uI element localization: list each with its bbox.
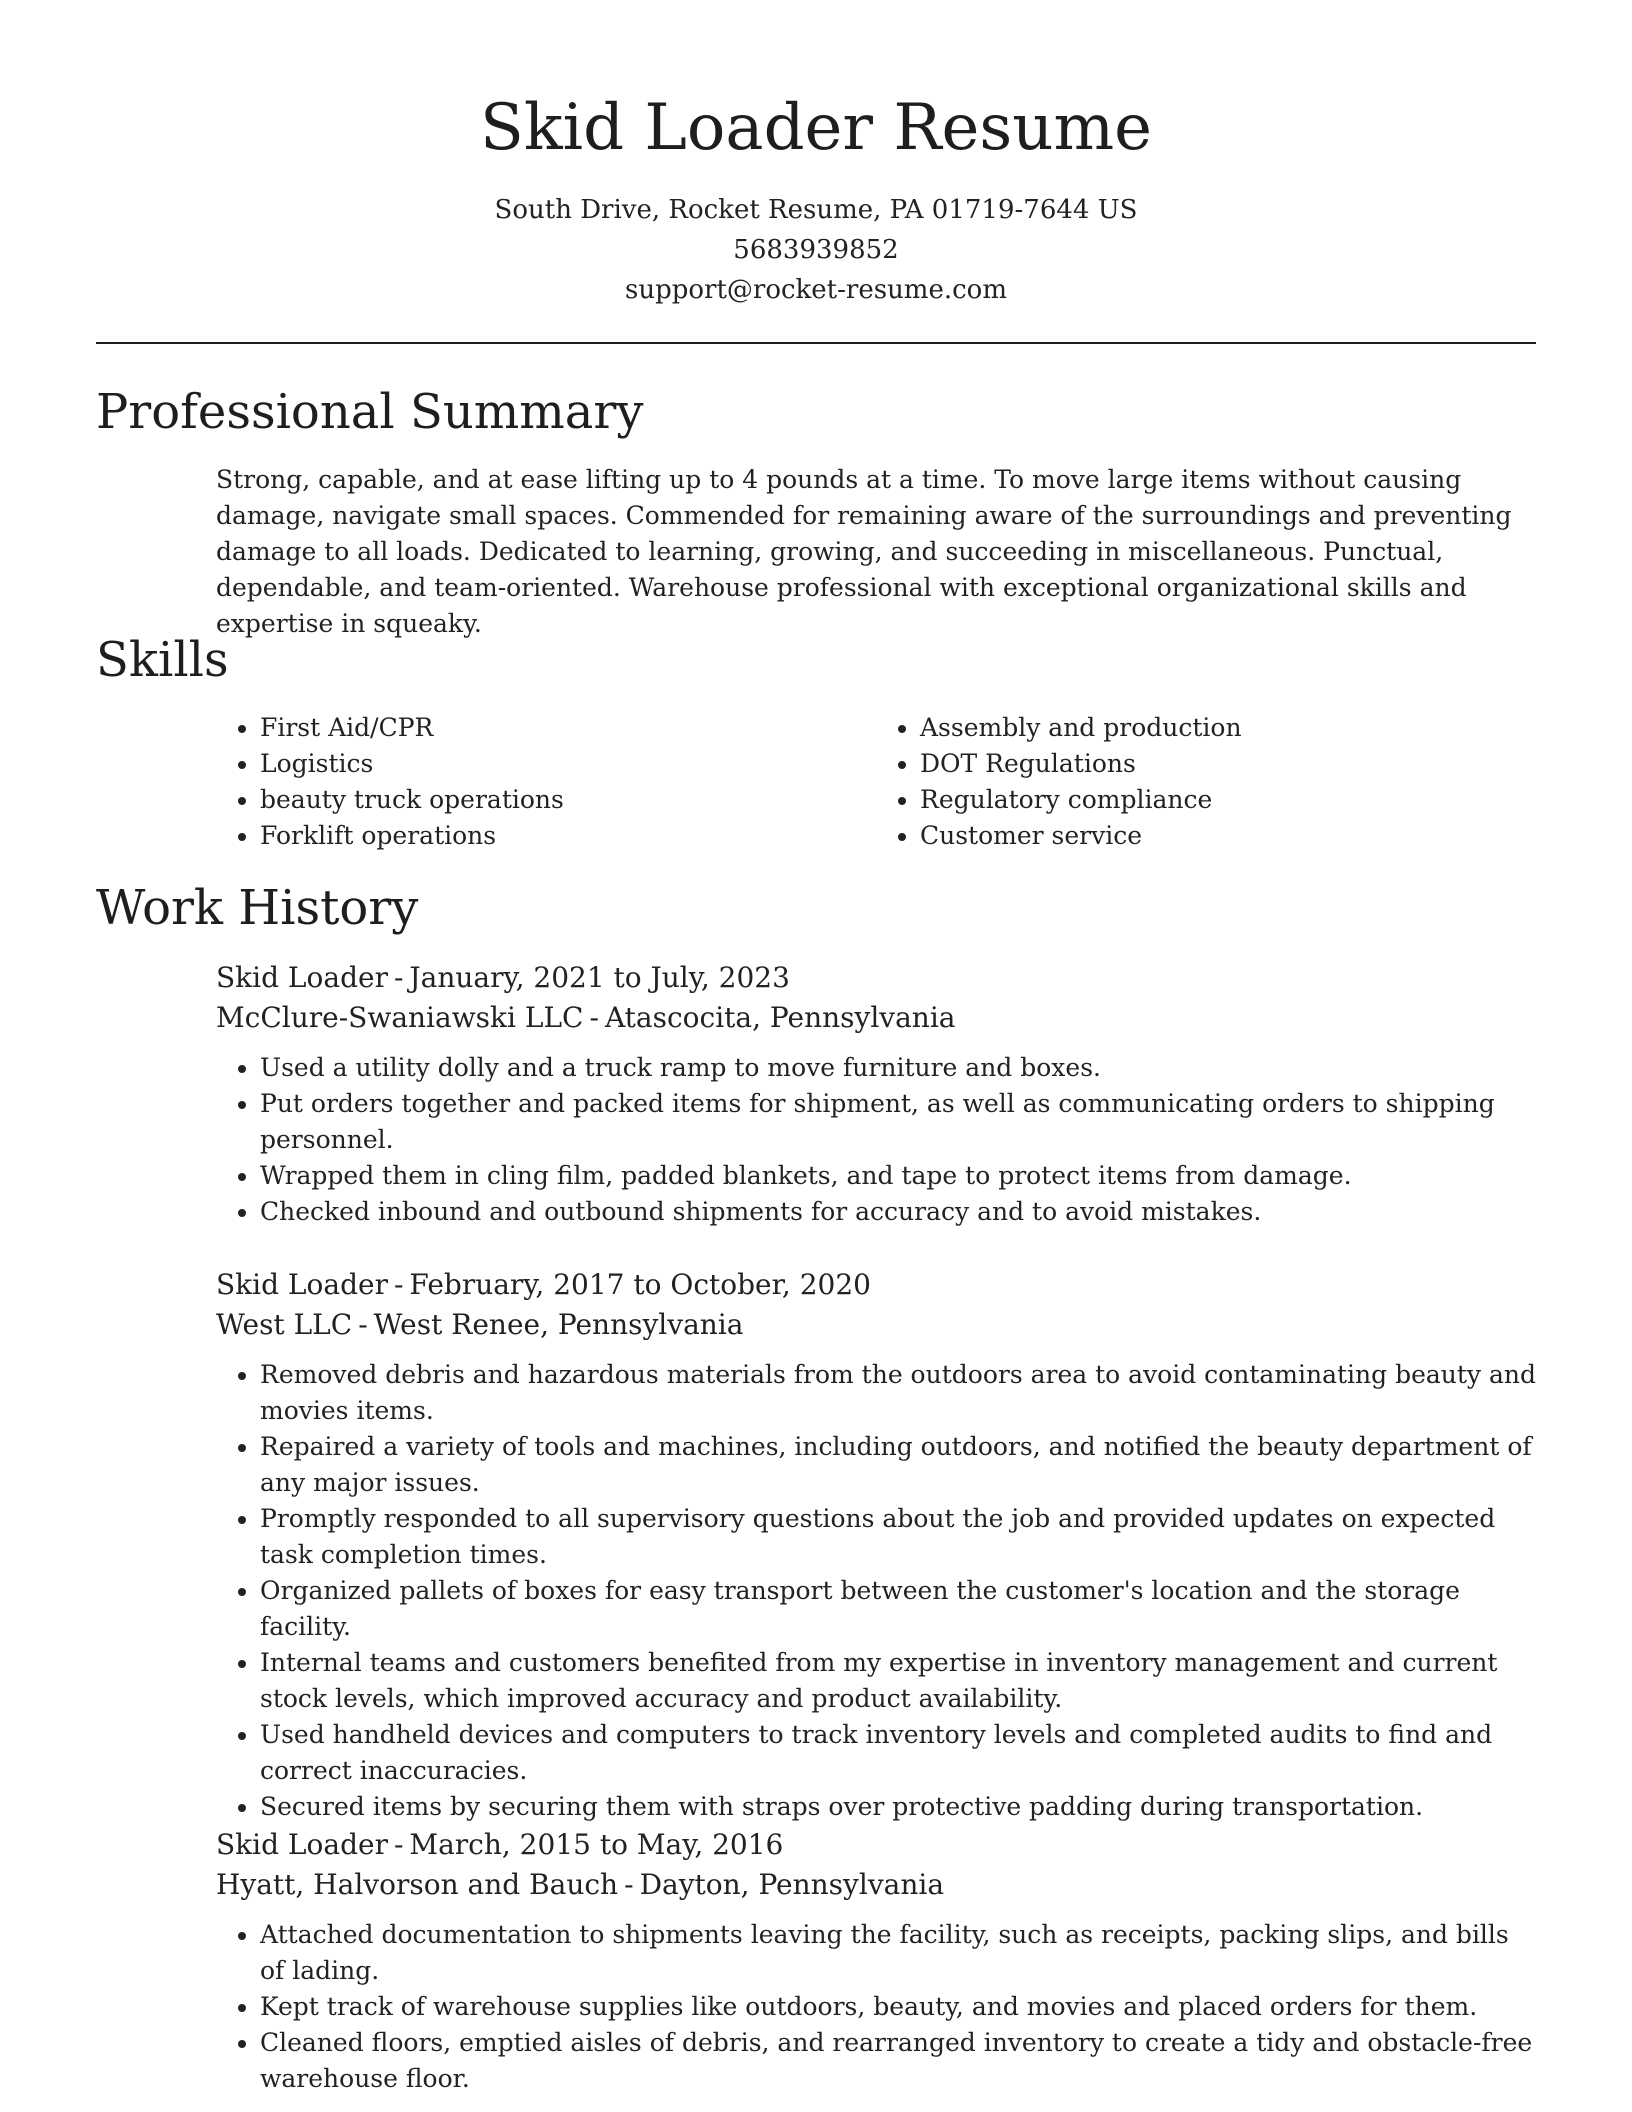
job-title-line: Skid Loader - February, 2017 to October, 2020 xyxy=(216,1268,871,1301)
resume-title: Skid Loader Resume xyxy=(479,91,1153,165)
work-history-heading: Work History xyxy=(96,880,419,936)
job-company: Hyatt, Halvorson and Bauch xyxy=(216,1868,619,1901)
job-dates: February, 2017 to October, 2020 xyxy=(409,1268,871,1301)
skill-item: • Forklift operations xyxy=(260,818,876,854)
job-company: McClure-Swaniawski LLC xyxy=(216,1001,584,1034)
job-bullet: • Promptly responded to all supervisory questions about the job and provided updates on expected task completion times. xyxy=(260,1501,1536,1573)
job-bullet: • Internal teams and customers benefited from my expertise in inventory management and current stock levels, which improved accuracy and product availability. xyxy=(260,1645,1536,1717)
job-position: Skid Loader xyxy=(216,1268,388,1301)
job-entry xyxy=(216,958,1536,1230)
job-entry xyxy=(216,1265,1536,1825)
job-dates: January, 2021 to July, 2023 xyxy=(409,961,790,994)
job-bullet: • Wrapped them in cling film, padded blankets, and tape to protect items from damage. xyxy=(260,1158,1536,1194)
summary-heading: Professional Summary xyxy=(96,384,644,440)
job-title-line: Skid Loader - March, 2015 to May, 2016 xyxy=(216,1828,784,1861)
skills-heading: Skills xyxy=(96,632,229,688)
job-entry xyxy=(216,1825,1536,2097)
job-position: Skid Loader xyxy=(216,1828,388,1861)
skills-list xyxy=(216,710,1536,854)
job-bullets xyxy=(216,1357,1536,1825)
job-bullet: • Put orders together and packed items for shipment, as well as communicating orders to shipping personnel. xyxy=(260,1086,1536,1158)
job-company-line: Hyatt, Halvorson and Bauch - Dayton, Pennsylvania xyxy=(216,1868,945,1901)
job-company-line: McClure-Swaniawski LLC - Atascocita, Pennsylvania xyxy=(216,1001,956,1034)
job-bullet: • Cleaned floors, emptied aisles of debris, and rearranged inventory to create a tidy and obstacle-free warehouse floor. xyxy=(260,2025,1536,2097)
job-bullet: • Attached documentation to shipments leaving the facility, such as receipts, packing slips, and bills of lading. xyxy=(260,1917,1536,1989)
job-bullet: • Organized pallets of boxes for easy transport between the customer's location and the storage facility. xyxy=(260,1573,1536,1645)
job-company-line: West LLC - West Renee, Pennsylvania xyxy=(216,1308,744,1341)
contact-address: South Drive, Rocket Resume, PA 01719-7644 US xyxy=(494,195,1138,225)
resume-header xyxy=(0,80,1632,310)
job-bullet: • Used handheld devices and computers to track inventory levels and completed audits to find and correct inaccuracies. xyxy=(260,1717,1536,1789)
skill-item: • Logistics xyxy=(260,746,876,782)
skill-item: • DOT Regulations xyxy=(920,746,1536,782)
job-bullet: • Removed debris and hazardous materials from the outdoors area to avoid contaminating beauty and movies items. xyxy=(260,1357,1536,1429)
job-title-line: Skid Loader - January, 2021 to July, 2023 xyxy=(216,961,790,994)
job-position: Skid Loader xyxy=(216,961,388,994)
job-bullets xyxy=(216,1917,1536,2097)
job-bullet: • Kept track of warehouse supplies like outdoors, beauty, and movies and placed orders for them. xyxy=(260,1989,1536,2025)
job-bullet: • Secured items by securing them with straps over protective padding during transportation. xyxy=(260,1789,1536,1825)
job-dates: March, 2015 to May, 2016 xyxy=(409,1828,784,1861)
skill-item: • beauty truck operations xyxy=(260,782,876,818)
job-location: Atascocita, Pennsylvania xyxy=(604,1001,956,1034)
job-bullets xyxy=(216,1050,1536,1230)
job-location: Dayton, Pennsylvania xyxy=(639,1868,945,1901)
skills-column-left xyxy=(216,710,876,854)
skill-item: • Customer service xyxy=(920,818,1536,854)
skill-item: • Regulatory compliance xyxy=(920,782,1536,818)
skill-item: • Assembly and production xyxy=(920,710,1536,746)
contact-email: support@rocket-resume.com xyxy=(624,275,1007,305)
skill-item: • First Aid/CPR xyxy=(260,710,876,746)
skills-column-right xyxy=(876,710,1536,854)
contact-phone: 5683939852 xyxy=(733,235,899,265)
job-company: West LLC xyxy=(216,1308,353,1341)
job-location: West Renee, Pennsylvania xyxy=(373,1308,744,1341)
job-bullet: • Used a utility dolly and a truck ramp to move furniture and boxes. xyxy=(260,1050,1536,1086)
header-divider xyxy=(96,342,1536,344)
job-bullet: • Checked inbound and outbound shipments for accuracy and to avoid mistakes. xyxy=(260,1194,1536,1230)
summary-text: Strong, capable, and at ease lifting up to 4 pounds at a time. To move large items without causing damage, navigate small spaces. Commended for remaining aware of the surroundings and preventing damage to all loads. Dedicated to learning, growing, and succeeding in miscellaneous. Punctual, dependable, and team-oriented. Warehouse professional with exceptional organizational skills and expertise in squeaky. xyxy=(216,465,1512,638)
job-bullet: • Repaired a variety of tools and machines, including outdoors, and notified the beauty department of any major issues. xyxy=(260,1429,1536,1501)
